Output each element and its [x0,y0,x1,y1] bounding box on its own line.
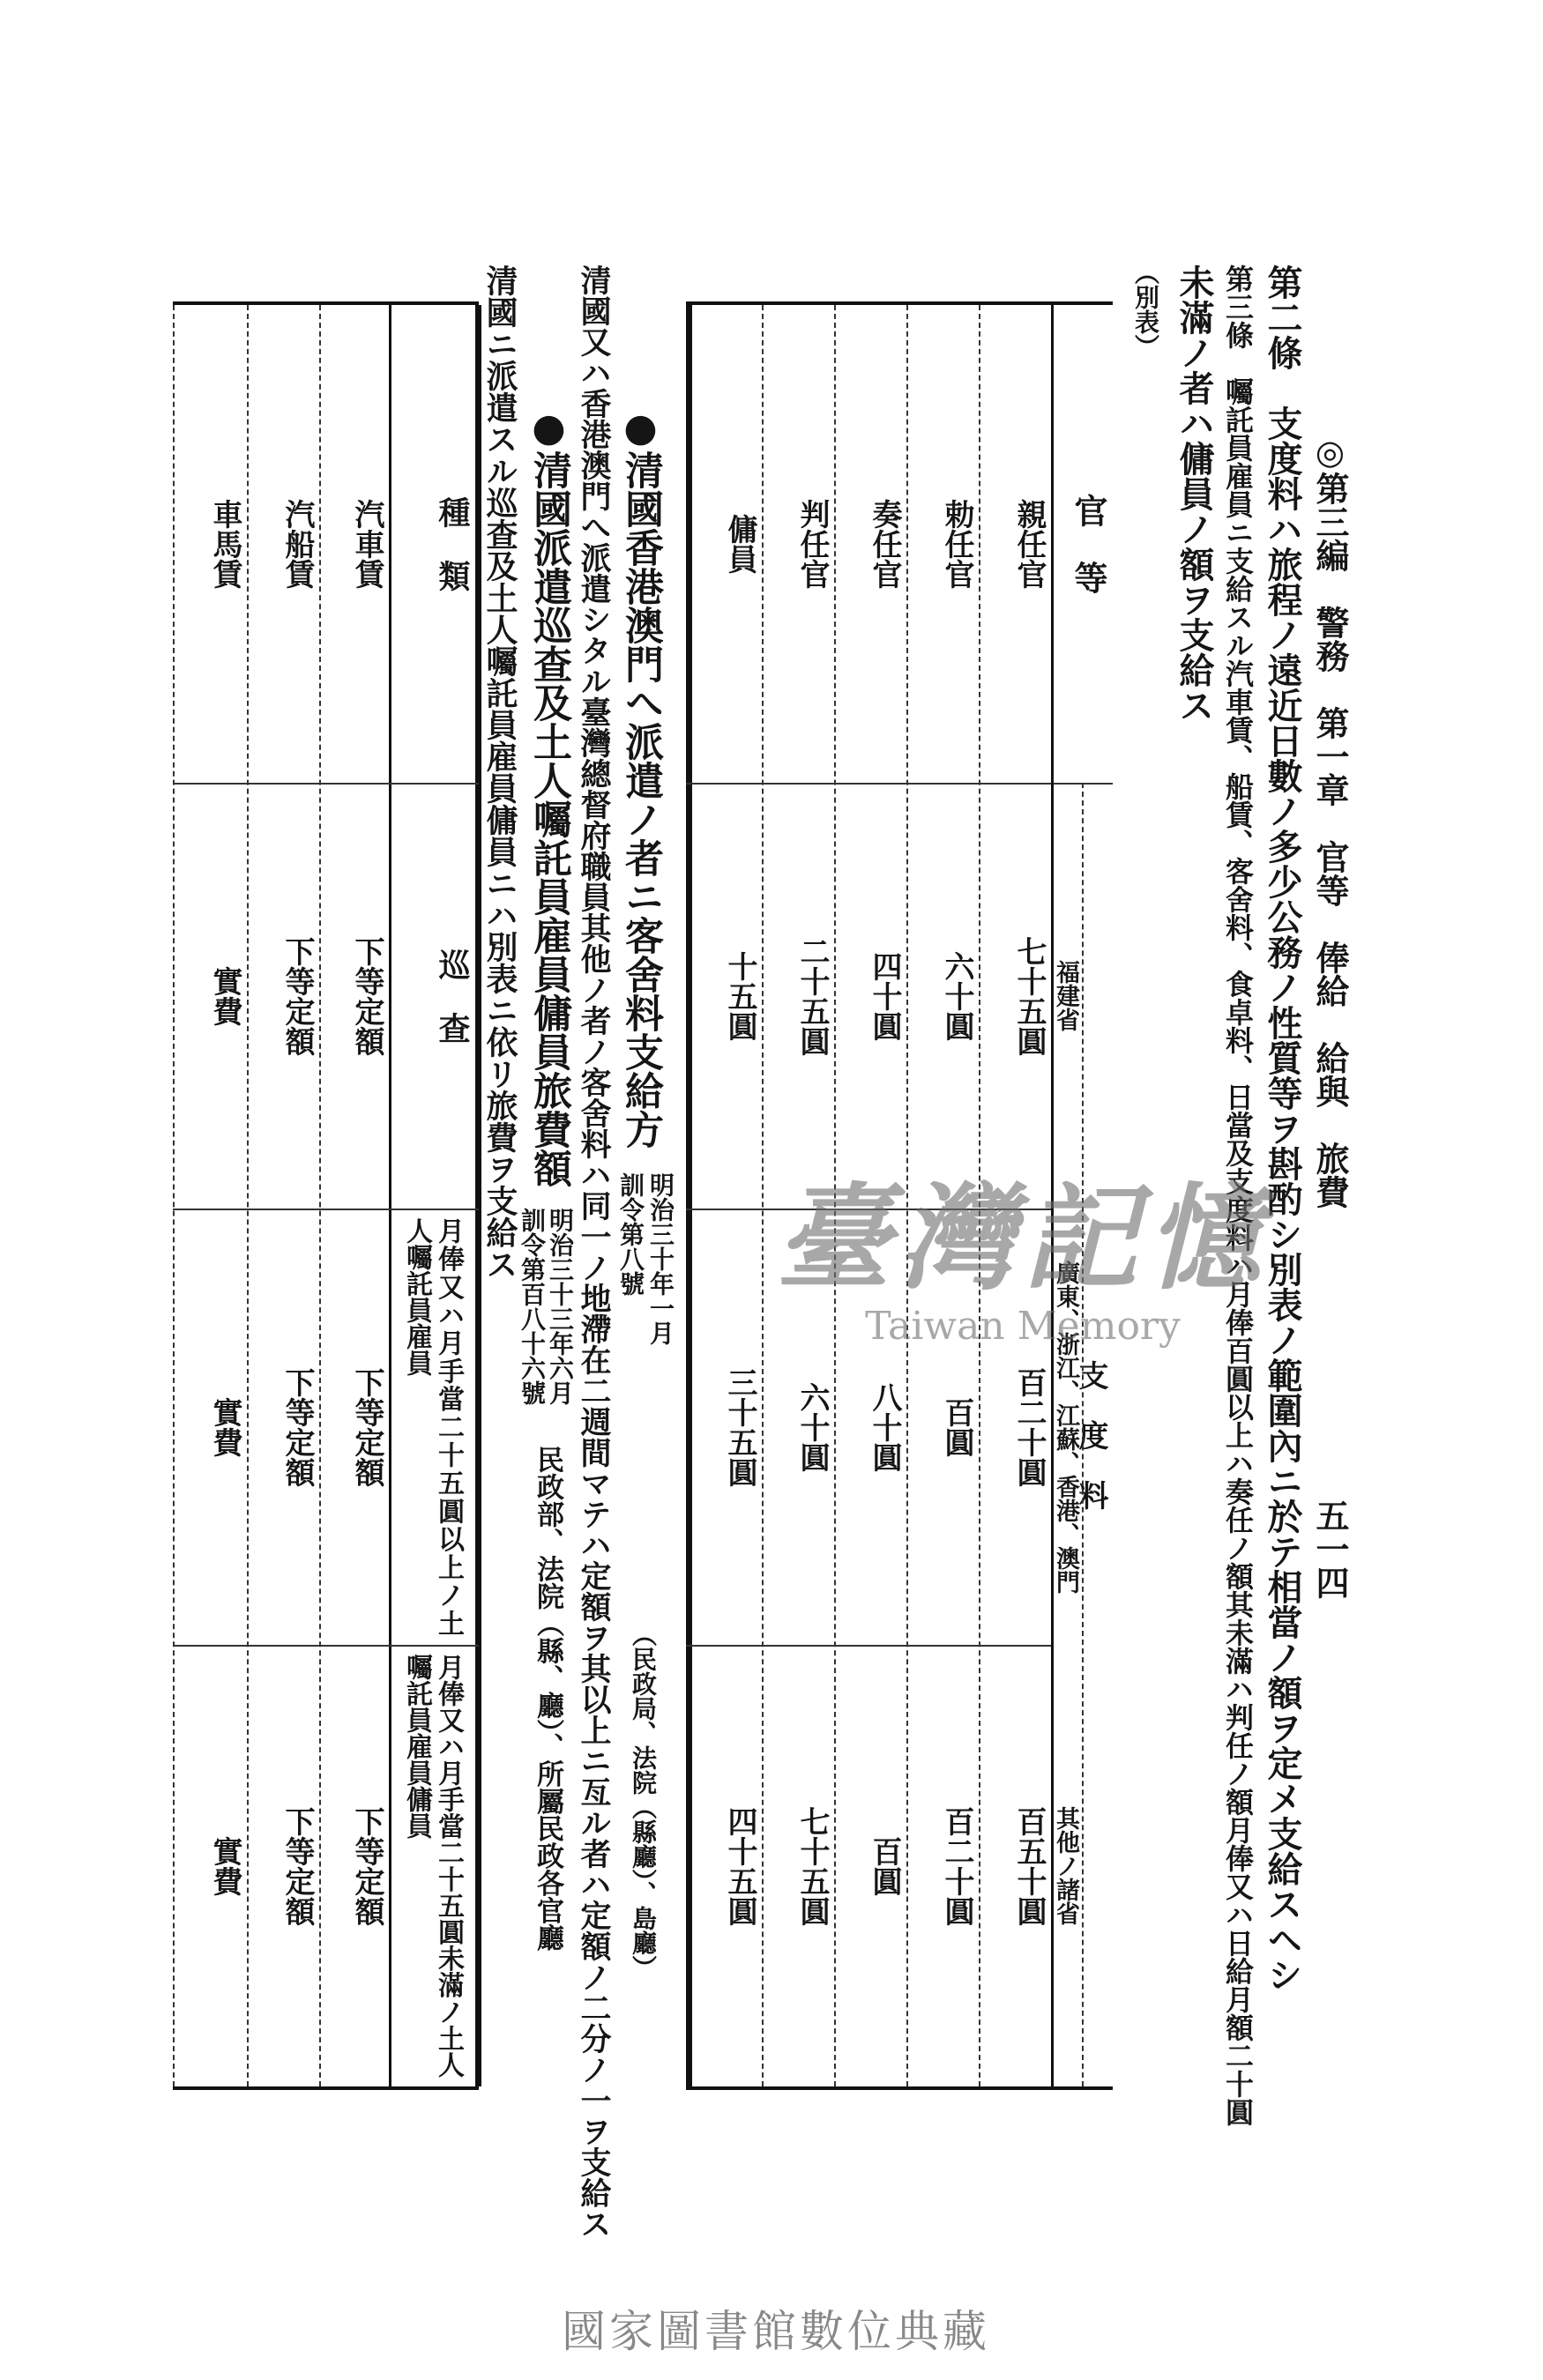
row-header [389,1645,475,2086]
row-header [389,1209,475,1645]
running-title: ◎第三編 警務 第一章 官等 俸給 給與 旅費 [1310,432,1350,1209]
row-divider [173,783,479,785]
allowance-value [690,1645,762,2086]
rank-cell [906,305,979,783]
column-divider [762,305,764,2086]
allowance-value-text: 百圓 [939,1396,974,1457]
expense-type-cell [173,305,247,783]
notice-1-scope: （民政局、法院（縣廳）、島廳） [629,1622,658,1980]
allowance-value [690,783,762,1209]
expense-value-text: 下等定額 [349,1366,384,1487]
expense-value [173,783,247,1209]
column-divider [319,305,321,2086]
row-header-text: 巡 查 [434,948,471,1044]
rank-cell [690,305,762,783]
allowance-value [834,1209,906,1645]
column-divider [173,305,175,2086]
region-header [1051,783,1083,1209]
column-divider [906,305,908,2086]
allowance-value-text: 百二十圓 [939,1805,974,1926]
region-header-text: 其他ノ諸省 [1052,1806,1079,1925]
divider [1082,783,1084,2086]
expense-value [247,1645,319,2086]
allowance-value-text: 七十五圓 [794,1805,830,1926]
rank-cell-text: 勅任官 [939,499,974,589]
allowance-value [979,783,1051,1209]
allowance-value [906,783,979,1209]
notice-2-body: 清國ニ派遣スル巡查及土人囑託員雇員傭員ニハ別表ニ依リ旅費ヲ支給ス [481,264,518,1280]
rank-cell [979,305,1051,783]
allowance-value-text: 八十圓 [867,1381,902,1472]
rank-header-text: 官 等 [1069,494,1108,594]
allowance-value-text: 十五圓 [722,950,757,1041]
column-divider [247,305,249,2086]
region-header-text: 福建省 [1052,960,1079,1031]
divider [1051,783,1113,785]
allowance-value-text: 百五十圓 [1011,1805,1047,1926]
allowance-group-header-text: 支 度 料 [1073,1359,1108,1510]
expense-value [319,1645,389,2086]
allowance-value-text: 六十圓 [939,950,974,1041]
rank-cell-text: 奏任官 [867,499,902,589]
row-header [389,783,475,1209]
allowance-value [762,1645,834,2086]
allowance-value [762,1209,834,1645]
allowance-value [906,1645,979,2086]
expense-value-text: 下等定額 [280,1805,315,1926]
allowance-value [834,1645,906,2086]
footer-collection-label: 國家圖書館數位典藏 [562,2306,990,2357]
expense-type-cell-text: 車馬賃 [207,499,242,589]
notice-2-scope: 民政部、法院（縣、廳）、所屬民政各官廳 [532,1446,563,1952]
notice-2-date: 明治三十三年六月 [546,1208,575,1405]
expense-type-cell-text: 汽船賃 [280,499,315,589]
expense-value [173,1645,247,2086]
row-divider [686,783,1051,785]
expense-type-cell-text: 汽車賃 [349,499,384,589]
expense-value-text: 實費 [207,1835,242,1896]
allowance-value [979,1645,1051,2086]
notice-1-title: ●清國香港澳門へ派遣ノ者ニ客舍料支給方 [618,405,663,1149]
rank-cell [834,305,906,783]
region-header [1051,1209,1083,1645]
allowance-value [979,1209,1051,1645]
row-header-text: 月俸又ハ月手當二十五圓以上ノ土人囑託員雇員 [401,1217,464,1636]
allowance-value-text: 三十五圓 [722,1366,757,1487]
table-border [475,305,481,2086]
row-divider [686,1209,1051,1210]
allowance-value-text: 六十圓 [794,1381,830,1472]
allowance-value-text: 四十圓 [867,950,902,1041]
allowance-group-header [1073,783,1113,2086]
notice-1-body: 清國又ハ香港澳門へ派遣シタル臺灣總督府職員其他ノ者ノ客舍料ハ同一ノ地滯在二週間マテハ定額ヲ其以上ニ亙ル者ハ定額ノ二分ノ一ヲ支給ス [576,264,612,2239]
table-border [686,305,692,2086]
column-divider [834,305,836,2086]
expense-value-text: 實費 [207,1396,242,1457]
expense-type-cell [247,305,319,783]
expense-value [319,783,389,1209]
row-divider [173,1645,479,1647]
rank-header [1051,305,1113,783]
expense-value [319,1209,389,1645]
allowance-value-text: 七十五圓 [1011,935,1047,1056]
column-divider [979,305,980,2086]
expense-value-text: 下等定額 [280,1366,315,1487]
allowance-value-text: 四十五圓 [722,1805,757,1926]
expense-value-text: 下等定額 [349,935,384,1056]
notice-2-title: ●清國派遣巡查及土人囑託員雇員傭員旅費額 [526,405,571,1187]
row-divider [686,1645,1051,1647]
expense-value-text: 實費 [207,965,242,1026]
kind-header [389,305,475,783]
allowance-value-text: 百二十圓 [1011,1366,1047,1487]
notice-1-order: 訓令第八號 [616,1172,645,1296]
allowance-value [762,783,834,1209]
travel-preparation-allowance-table [686,301,1113,2090]
allowance-value-text: 二十五圓 [794,935,830,1056]
region-header-text: 廣東、浙江、江蘇、香港、澳門 [1052,1260,1079,1594]
rank-cell-text: 傭員 [722,514,757,574]
expense-value [247,1209,319,1645]
kind-header-text: 種 類 [434,496,471,591]
watermark-sub: Taiwan Memory [865,1304,1181,1349]
expense-value [173,1209,247,1645]
allowance-value [834,783,906,1209]
column-divider [1051,305,1054,2086]
allowance-value [906,1209,979,1645]
article-3-continued: 未滿ノ者ハ傭員ノ額ヲ支給ス [1174,264,1215,723]
row-header-text: 月俸又ハ月手當二十五圓未滿ノ土人囑託員雇員傭員 [401,1654,464,2078]
annex-label: （別表） [1131,260,1160,359]
allowance-value [690,1209,762,1645]
row-divider [173,1209,479,1210]
article-2: 第二條 支度料ハ旅程ノ遠近日數ノ多少公務ノ性質等ヲ斟酌シ別表ノ範圍內ニ於テ相當ノ額ヲ定メ支給スヘシ [1262,264,1303,1992]
notice-2-order: 訓令第百八十六號 [518,1208,547,1405]
article-3: 第三條 囑託員雇員ニ支給スル汽車賃、船賃、客舍料、食卓料、日當及支度料ハ月俸百圓以上ハ奏任ノ額其未滿ハ判任ノ額月俸又ハ日給月額二十圓 [1221,264,1255,2126]
expense-value [247,783,319,1209]
rank-cell-text: 判任官 [794,499,830,589]
dispatch-travel-expense-table [173,301,479,2090]
column-divider [389,305,391,2086]
expense-type-cell [319,305,389,783]
expense-value-text: 下等定額 [280,935,315,1056]
expense-value-text: 下等定額 [349,1805,384,1926]
rank-cell-text: 親任官 [1011,499,1047,589]
notice-1-date: 明治三十年一月 [646,1172,675,1345]
allowance-value-text: 百圓 [867,1835,902,1896]
rank-cell [762,305,834,783]
watermark-main: 臺灣記憶 [775,1171,1270,1305]
region-header [1051,1645,1083,2086]
page-number: 五一四 [1310,1499,1350,1599]
